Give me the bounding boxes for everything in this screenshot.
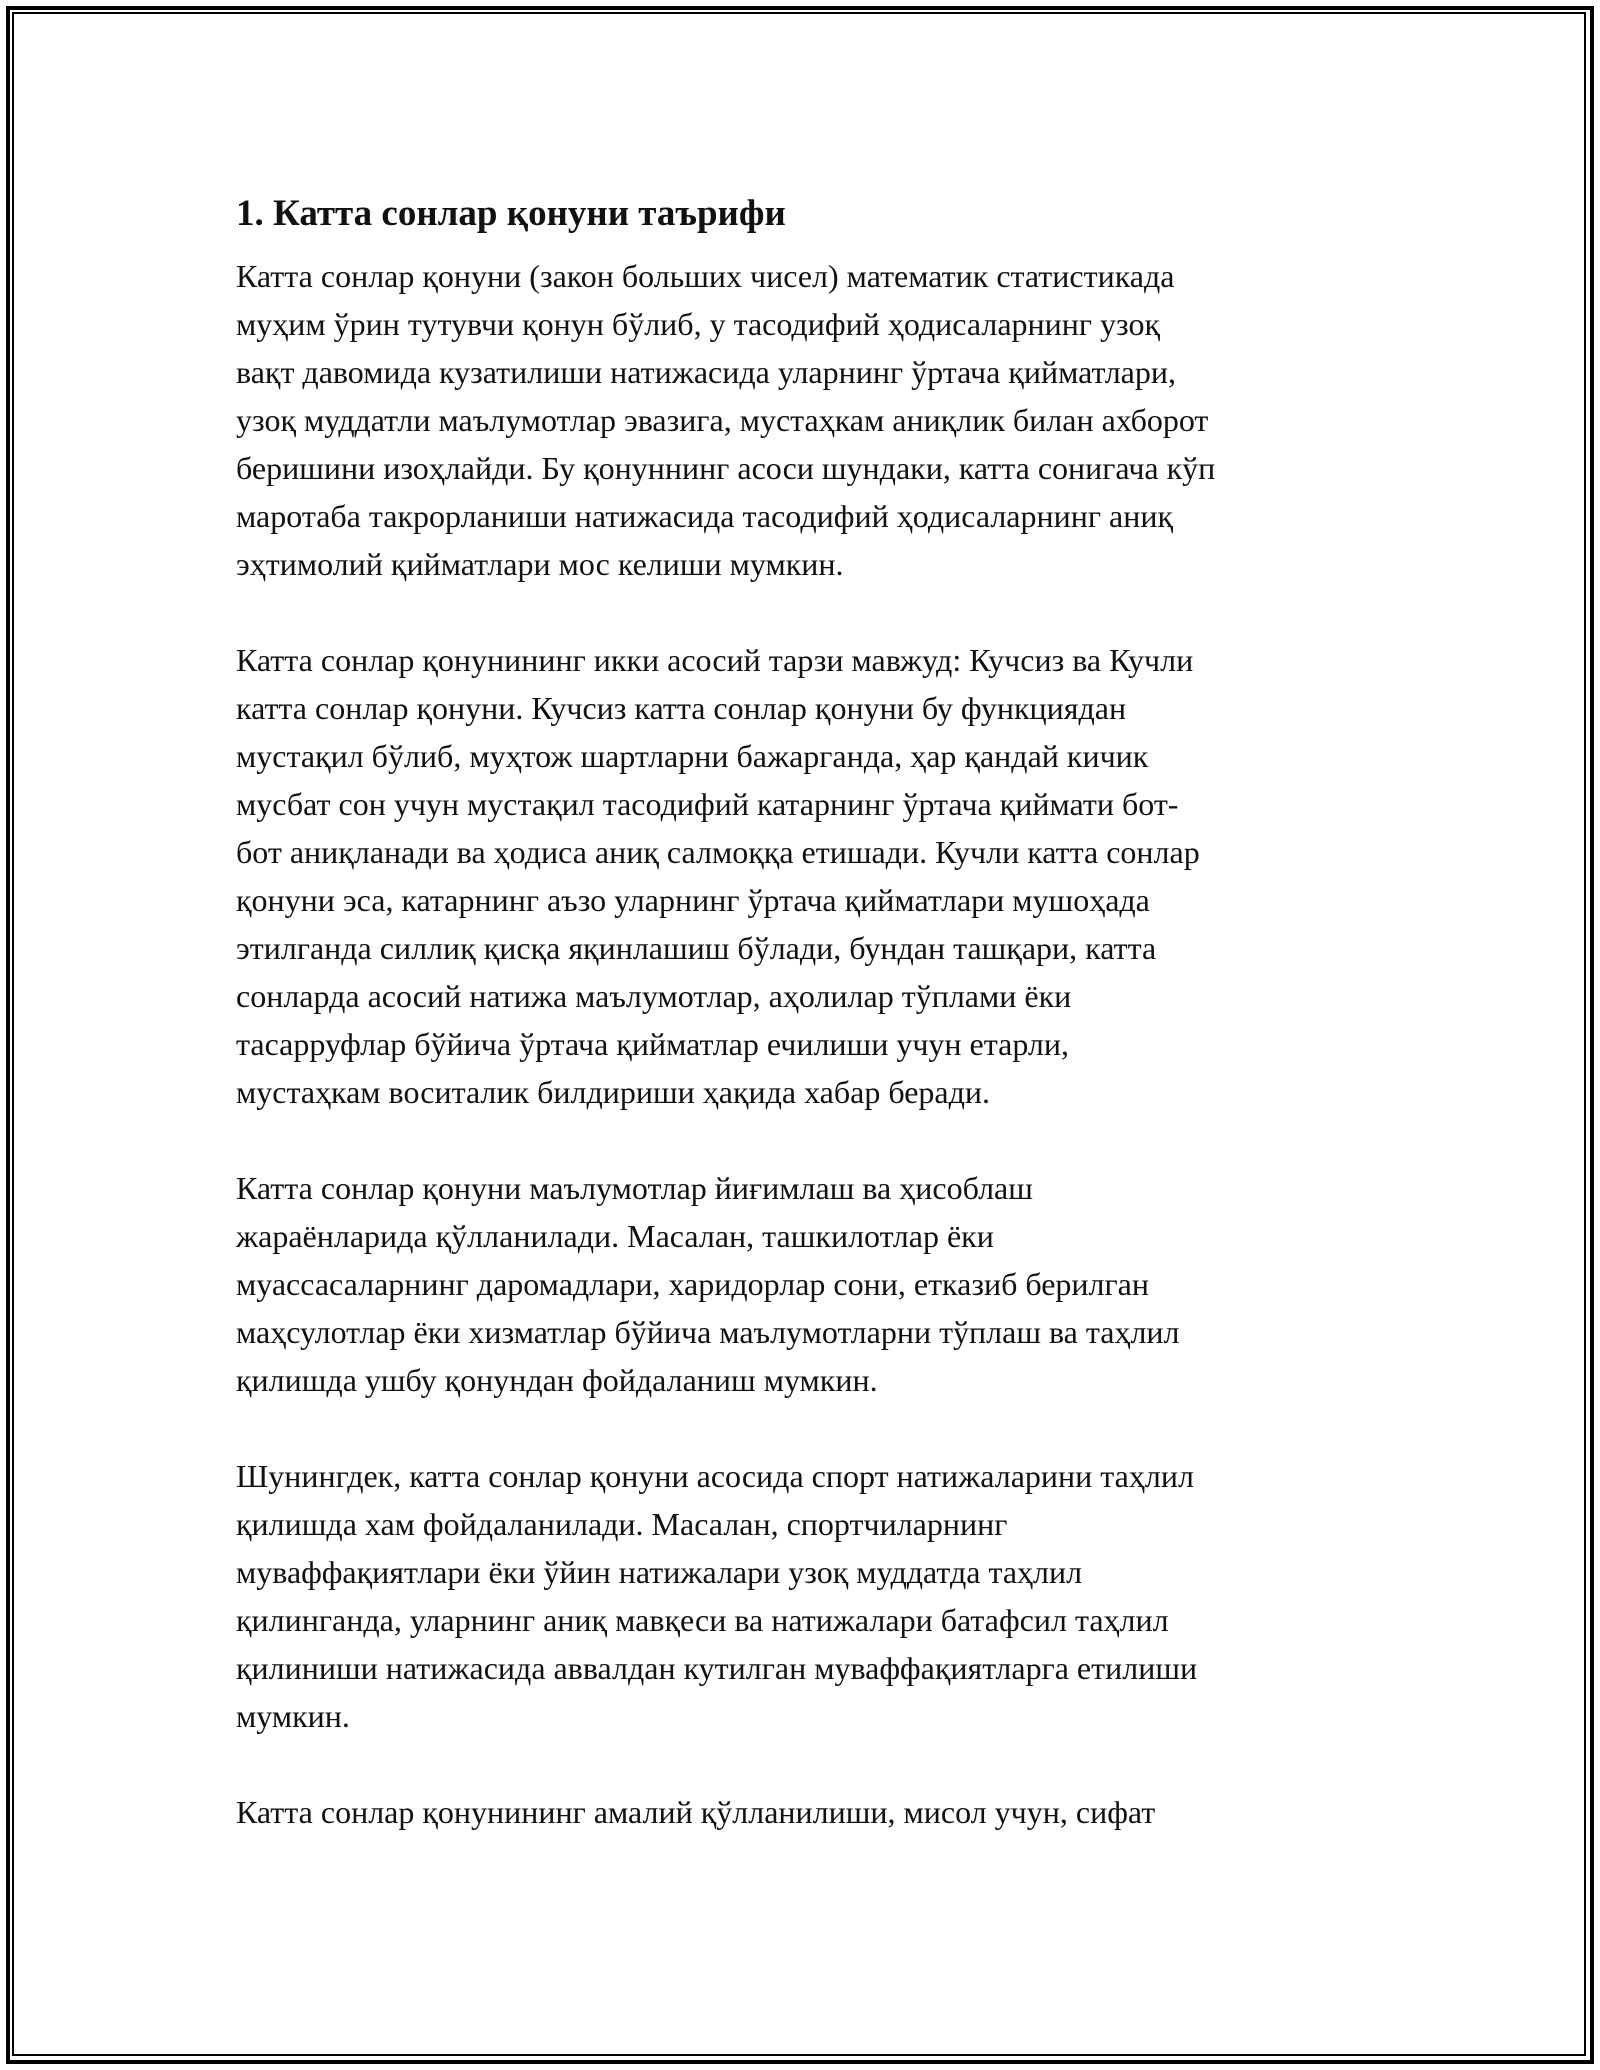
text-line: мустақил бўлиб, муҳтож шартларни бажарганда, ҳар қандай кичик [236, 738, 1149, 774]
text-line: Катта сонлар қонуни маълумотлар йиғимлаш ва ҳисоблаш [236, 1170, 1033, 1206]
paragraph-1 [236, 252, 1376, 588]
paragraph-2 [236, 636, 1376, 1116]
text-line: бот аниқланади ва ҳодиса аниқ салмоққа етишади. Кучли катта сонлар [236, 834, 1200, 870]
section-heading: 1. Катта сонлар қонуни таърифи [236, 193, 786, 234]
text-line: тасарруфлар бўйича ўртача қийматлар ечилиши учун етарли, [236, 1026, 1069, 1062]
text-line: қилинганда, уларнинг аниқ мавқеси ва натижалари батафсил таҳлил [236, 1602, 1169, 1638]
text-line: Катта сонлар қонунининг икки асосий тарзи мавжуд: Кучсиз ва Кучли [236, 642, 1194, 678]
text-line: қонуни эса, катарнинг аъзо уларнинг ўртача қийматлари мушоҳада [236, 882, 1150, 918]
text-line: Шунингдек, катта сонлар қонуни асосида спорт натижаларини таҳлил [236, 1458, 1194, 1494]
text-line: қилиниши натижасида аввалдан кутилган муваффақиятларга етилиши [236, 1650, 1198, 1686]
text-line: мусбат сон учун мустақил тасодифий катарнинг ўртача қиймати бот- [236, 786, 1179, 822]
text-line: мустаҳкам воситалик билдириши ҳақида хабар беради. [236, 1074, 991, 1110]
text-line: этилганда силлиқ қисқа яқинлашиш бўлади, бундан ташқари, катта [236, 930, 1157, 966]
document-body [236, 188, 1376, 1884]
text-line: катта сонлар қонуни. Кучсиз катта сонлар қонуни бу функциядан [236, 690, 1127, 726]
text-line: Катта сонлар қонуни (закон больших чисел) математик статистикада [236, 258, 1175, 294]
text-line: сонларда асосий натижа маълумотлар, аҳолилар тўплами ёки [236, 978, 1072, 1014]
text-line: қилишда ушбу қонундан фойдаланиш мумкин. [236, 1362, 878, 1398]
text-line: вақт давомида кузатилиши натижасида уларнинг ўртача қийматлари, [236, 354, 1176, 390]
text-line: қилишда хам фойдаланилади. Масалан, спортчиларнинг [236, 1506, 1008, 1542]
text-line: Катта сонлар қонунининг амалий қўлланилиши, мисол учун, сифат [236, 1794, 1156, 1830]
text-line: жараёнларида қўлланилади. Масалан, ташкилотлар ёки [236, 1218, 994, 1254]
paragraph-5 [236, 1788, 1376, 1836]
paragraph-3 [236, 1164, 1376, 1404]
text-line: беришини изоҳлайди. Бу қонуннинг асоси шундаки, катта сонигача кўп [236, 450, 1216, 486]
text-line: муҳим ўрин тутувчи қонун бўлиб, у тасодифий ҳодисаларнинг узоқ [236, 306, 1161, 342]
paragraph-4 [236, 1452, 1376, 1740]
text-line: эҳтимолий қийматлари мос келиши мумкин. [236, 546, 844, 582]
text-line: маҳсулотлар ёки хизматлар бўйича маълумотларни тўплаш ва таҳлил [236, 1314, 1180, 1350]
text-line: маротаба такрорланиши натижасида тасодифий ҳодисаларнинг аниқ [236, 498, 1173, 534]
text-line: муваффақиятлари ёки ўйин натижалари узоқ муддатда таҳлил [236, 1554, 1083, 1590]
text-line: узоқ муддатли маълумотлар эвазига, мустаҳкам аниқлик билан ахборот [236, 402, 1209, 438]
text-line: мумкин. [236, 1698, 350, 1734]
text-line: муассасаларнинг даромадлари, харидорлар сони, етказиб берилган [236, 1266, 1149, 1302]
paragraph-list [236, 252, 1376, 1836]
